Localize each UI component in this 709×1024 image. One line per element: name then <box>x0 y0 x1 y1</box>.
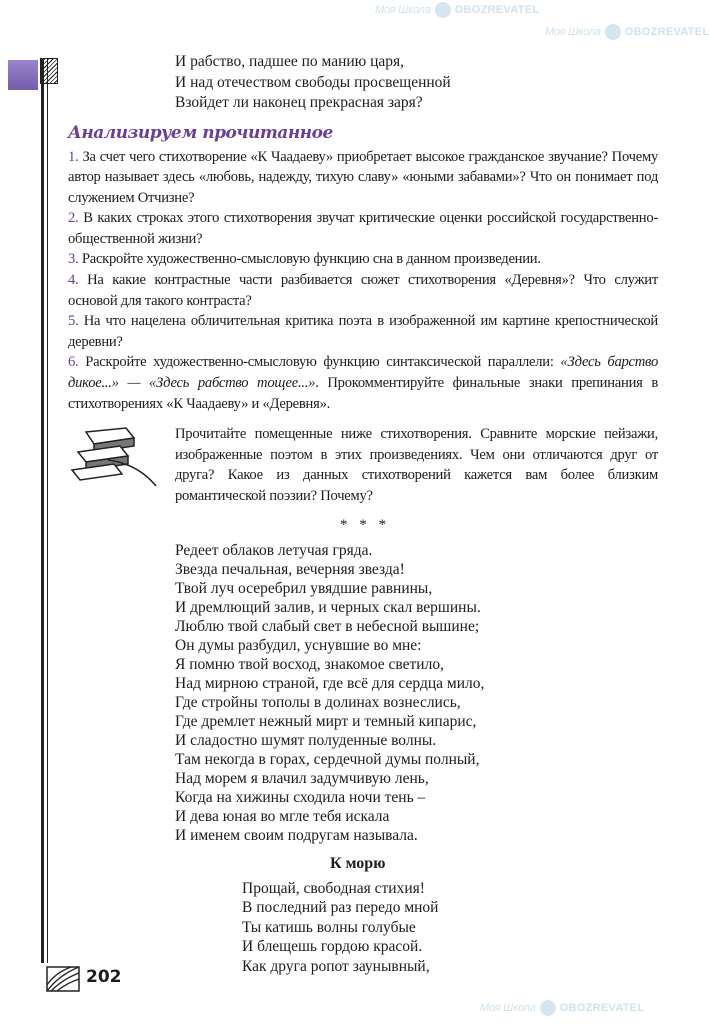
poem-2 <box>68 879 658 977</box>
watermark <box>375 2 539 18</box>
questions-list <box>68 147 658 415</box>
verse-line: И блещешь гордою красой. <box>242 938 423 956</box>
question-number: 1. <box>68 148 79 165</box>
question-number: 6. <box>68 354 79 371</box>
watermark <box>480 1000 644 1016</box>
verse-line: Как друга ропот заунывный, <box>242 957 430 975</box>
verse-line: И дремлющий залив, и черных скал вершины. <box>175 598 481 616</box>
watermark-text: OBOZREVATEL <box>624 25 709 38</box>
verse-line: Я помню твой восход, знакомое светило, <box>175 655 444 673</box>
verse-line: В последний раз передо мной <box>242 899 439 917</box>
verse-line: И над отечеством свободы просвещенной <box>175 73 451 91</box>
verse-line: Над мирною страной, где всё для сердца мило, <box>175 674 485 692</box>
watermark <box>545 24 709 40</box>
watermark-text: Моя Школа <box>545 25 601 38</box>
question-text: За счет чего стихотворение «К Чаадаеву» приобретает высокое гражданское звучание? Почему автор называет здесь «любовь, надежду, тихую славу» «юными забавами»? Что он понимает под служением Отчизне? <box>68 148 658 206</box>
poem-top <box>68 52 658 114</box>
verse-line: Твой луч осеребрил увядшие равнины, <box>175 579 433 597</box>
question-text: . Прокомментируйте финальные знаки препинания в стихотворениях «К Чаадаеву» и «Деревня». <box>68 375 658 412</box>
section-heading: Анализируем прочитанное <box>68 122 333 143</box>
question <box>68 249 658 270</box>
poem-1 <box>68 541 658 845</box>
watermark-text: OBOZREVATEL <box>559 1001 645 1014</box>
verse-line: Когда на хижины сходила ночи тень – <box>175 788 426 806</box>
margin-rule <box>41 58 44 963</box>
question-text: На что нацелена обличительная критика поэта в изображенной им картине крепостнической деревни? <box>68 313 658 350</box>
verse-line: И дева юная во мгле тебя искала <box>175 807 390 825</box>
watermark-text: OBOZREVATEL <box>454 3 540 16</box>
reading-instruction: Прочитайте помещенные ниже стихотворения. Сравните морские пейзажи, изображенные поэтом в этих произведениях. Чем они отличаются друг от друга? Какое из данных стихотворений кажется вам более близким романтической поэзии? Почему? <box>175 426 658 504</box>
question-quote: «Здесь барство дикое...» — «Здесь рабство тощее...» <box>68 354 658 392</box>
verse-line: Ты катишь волны голубые <box>242 918 416 936</box>
verse-line: И именем своим подругам называла. <box>175 826 418 844</box>
poem-title-asterisks: * * * <box>340 516 390 533</box>
question-text: На какие контрастные части разбивается сюжет стихотворения «Деревня»? Что служит основой для такого контраста? <box>68 272 658 309</box>
question <box>68 311 658 352</box>
verse-line: Он думы разбудил, уснувшие во мне: <box>175 636 422 654</box>
page-content <box>68 52 658 976</box>
chapter-tab-marker <box>8 60 38 90</box>
verse-line: Над морем я влачил задумчивую лень, <box>175 769 429 787</box>
page-number: 202 <box>86 967 122 987</box>
verse-line: Взойдет ли наконец прекрасная заря? <box>175 94 423 111</box>
verse-line: И рабство, падшее по манию царя, <box>175 53 405 70</box>
verse-line: Звезда печальная, вечерняя звезда! <box>175 560 405 578</box>
instruction-block <box>68 424 658 506</box>
verse-line: Где стройны тополы в долинах вознеслись, <box>175 693 461 711</box>
verse-line: Люблю твой слабый свет в небесной вышине; <box>175 617 480 635</box>
question-text: В каких строках этого стихотворения звучат критические оценки российской государственно-общественной жизни? <box>68 210 658 247</box>
watermark-text: Моя Школа <box>480 1001 536 1014</box>
question <box>68 270 658 311</box>
question-number: 4. <box>68 272 79 289</box>
margin-rule <box>47 58 48 963</box>
books-and-quill-icon <box>68 424 158 489</box>
verse-line: Прощай, свободная стихия! <box>242 879 425 897</box>
question <box>68 208 658 249</box>
verse-line: И сладостно шумят полуденные волны. <box>175 731 437 749</box>
question <box>68 147 658 209</box>
verse-line: Там некогда в горах, сердечной думы полный, <box>175 750 480 768</box>
question-text: Раскройте художественно-смысловую функцию синтаксической параллели: <box>78 354 561 371</box>
verse-line: Редеет облаков летучая гряда. <box>175 541 373 559</box>
question-number: 5. <box>68 313 79 330</box>
question-text: Раскройте художественно-смысловую функцию сна в данном произведении. <box>78 251 541 268</box>
page-corner-ornament-icon <box>45 965 81 993</box>
question-number: 2. <box>68 210 79 227</box>
poem-2-title: К морю <box>330 854 386 872</box>
question <box>68 352 658 414</box>
watermark-text: Моя Школа <box>375 3 431 16</box>
verse-line: Где дремлет нежный мирт и темный кипарис, <box>175 712 477 730</box>
question-number: 3. <box>68 251 79 268</box>
